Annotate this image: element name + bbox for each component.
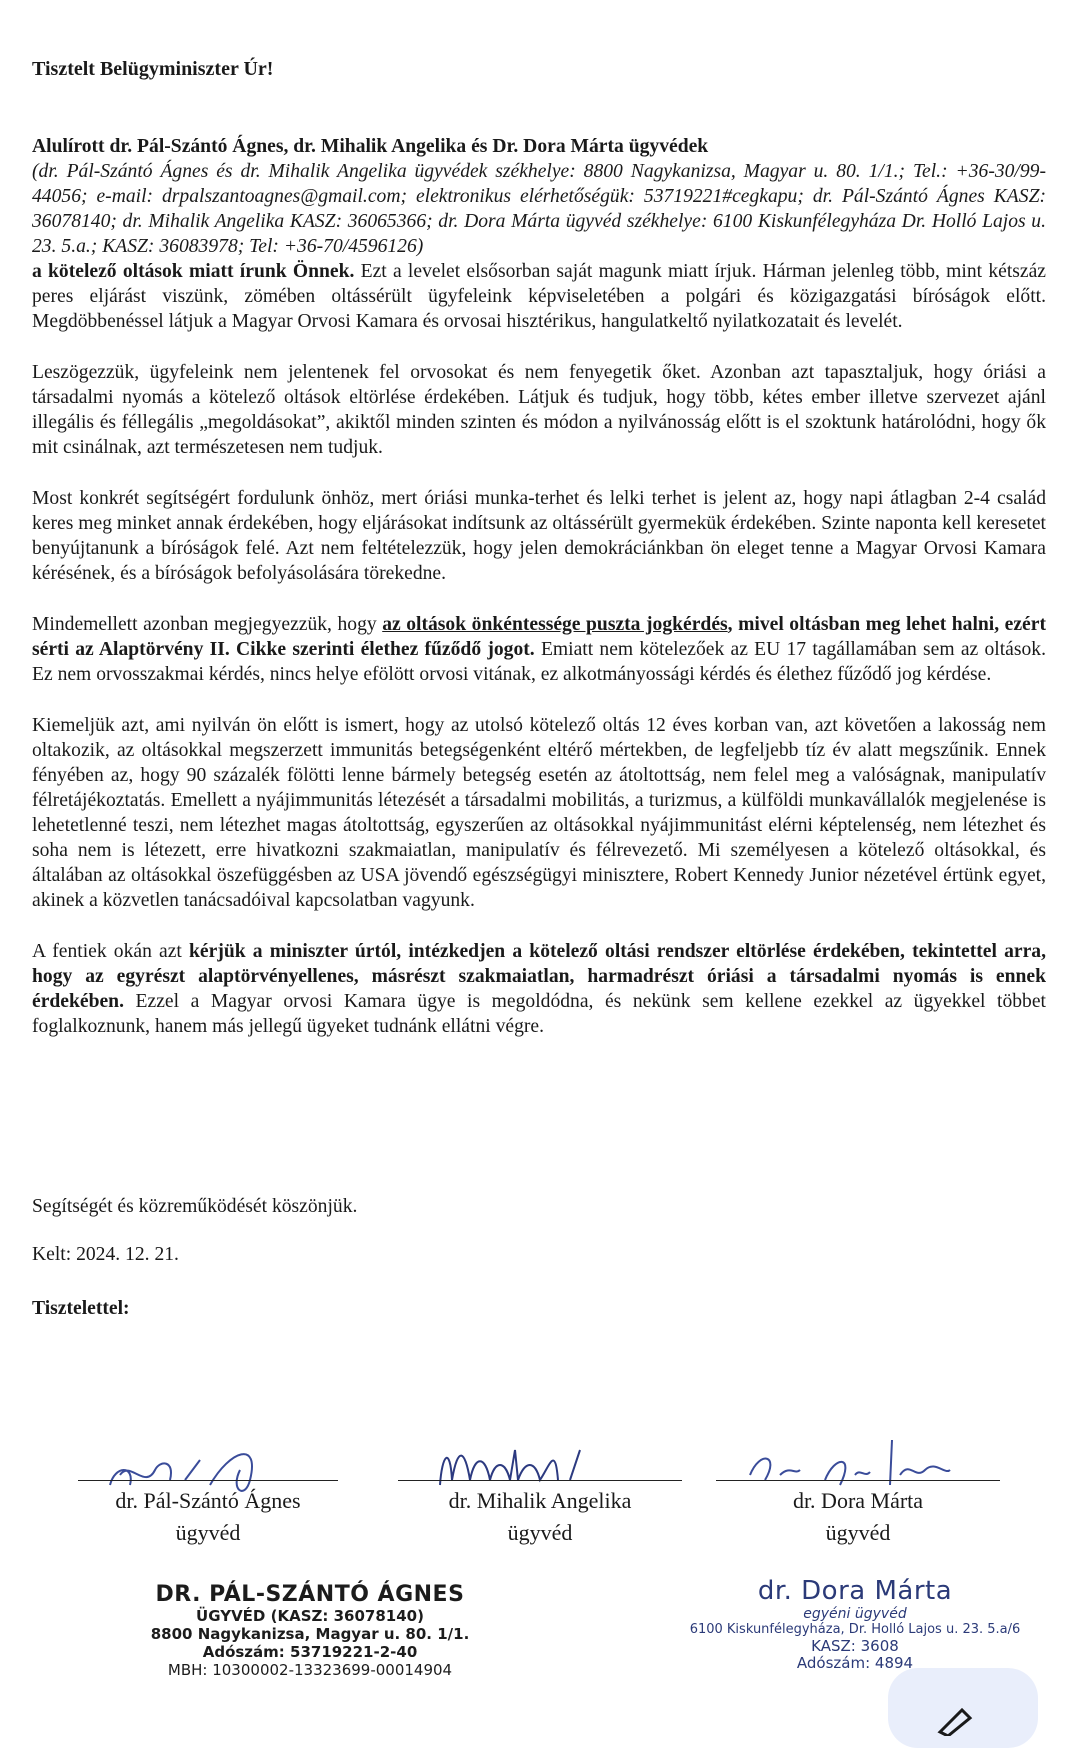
intro-line: Alulírott dr. Pál-Szántó Ágnes, dr. Mihalik Angelika és Dr. Dora Márta ügyvédek <box>32 136 709 157</box>
paragraph-4-underline: az oltások önkéntessége puszta jogkérdés <box>382 614 728 635</box>
stamp-pal-szanto <box>135 1582 485 1679</box>
stamp-1-line-4: MBH: 10300002-13323699-00014904 <box>167 1661 453 1679</box>
signer-3-name: dr. Dora Márta <box>792 1488 924 1513</box>
date-line: Kelt: 2024. 12. 21. <box>32 1244 179 1265</box>
paragraph-2: Leszögezzük, ügyfeleink nem jelentenek fel orvosokat és nem fenyegetik őket. Azonban azt tapasztaljuk, hogy óriási a társadalmi nyomás a kötelező oltások eltörlése érdekében. Látjuk és tudjuk, hogy több, kétes ember illetve szervezet ajánl illegális és féllegális „megoldásokat”, akiktől minden szinten és módon a nyilvánosság előtt is el szoktunk határolódni, hogy ők mit csinálnak, azt természetesen nem tudjuk. <box>32 362 1046 458</box>
paragraph-6-lead: A fentiek okán azt <box>32 941 190 962</box>
stamp-1-line-3: Adószám: 53719221-2-40 <box>202 1643 418 1661</box>
paragraph-4-text: Emiatt nem kötelezőek az EU 17 tagállamában sem az oltások. Ez nem orvosszakmai kérdés, nincs helye efölött orvosi vitának, ez alkotmányossági kérdés és élethez fűződő jog kérdése. <box>32 639 1046 685</box>
signer-2-name: dr. Mihalik Angelika <box>448 1488 632 1513</box>
signer-1-title: ügyvéd <box>175 1520 241 1545</box>
paragraph-6 <box>32 939 1046 1039</box>
paragraph-4-bold: , mivel oltásban meg lehet halni, ezért sérti az Alaptörvény II. Cikke szerinti élethez fűződő jogot. <box>32 614 1046 660</box>
signature-line-3 <box>716 1480 1000 1481</box>
stamp-1-line-2: 8800 Nagykanizsa, Magyar u. 80. 1/1. <box>150 1625 470 1643</box>
paragraph-6-bold: kérjük a miniszter úrtól, intézkedjen a kötelező oltási rendszer eltörlése érdekében, tekintettel arra, hogy az egyrészt alaptörvényellenes, másrészt szakmaiatlan, harmadrészt óriási a társadalmi nyomás is ennek érdekében. <box>32 941 1046 1012</box>
letter-body <box>32 134 1046 1065</box>
signature-line-2 <box>398 1480 682 1481</box>
paragraph-1-bold: a kötelező oltások miatt írunk Önnek. <box>32 261 355 282</box>
paragraph-5: Kiemeljük azt, ami nyilván ön előtt is ismert, hogy az utolsó kötelező oltás 12 éves korban van, azt követően a lakosság nem oltakozik, az oltásokkal megszerzett immunitás betegségenként eltérő mértekben, de legfeljebb tíz év alatt megszűnik. Ennek fényében az, hogy 90 százalék fölötti lenne bármely betegség esetén az átoltottság, nem felel meg a valóságnak, manipulatív félretájékoztatás. Emellett a nyájimmunitás létezését a társadalmi mobilitás, a turizmus, a külföldi munkavállalók megjelenése is lehetetlenné teszi, nem létezhet magas átoltottság, egyszerűen az oltásokkal nyájimmunitást elérni képtelenség, nem létezhet és soha nem is létezett, erre hivatkozni szakmaiatlan, manipulatív és félrevezető. Mi személyesen a kötelező oltásokkal, és általában az oltásokkal öszefüggésben az USA jövendő egészségügyi minisztere, Robert Kennedy Junior nézetével értünk egyet, akinek a közvetlen tanácsadóival kapcsolatban vagyunk. <box>32 715 1046 911</box>
closing-line: Tisztelettel: <box>32 1298 130 1319</box>
signer-1-name: dr. Pál-Szántó Ágnes <box>115 1488 301 1513</box>
stamp-2-line-1: 6100 Kiskunfélegyháza, Dr. Holló Lajos u. 23. 5.a/6 <box>689 1622 1021 1637</box>
stamp-2-name: dr. Dora Márta <box>757 1576 953 1606</box>
paragraph-3: Most konkrét segítségért fordulunk önhöz, mert óriási munka-terhet és lelki terhet is jelent az, hogy napi átlagban 2-4 család keres meg minket annak érdekében, hogy eljárásokat indítsunk az oltássérült gyermekük érdekében. Szinte naponta kell keresetet benyújtanunk a bíróságok felé. Azt nem feltételezzük, hogy jelen demokráciánkban ön eleget tenne a Magyar Orvosi Kamara kérésének, és a bíróságok befolyásolására törekedne. <box>32 488 1046 584</box>
edit-button[interactable] <box>888 1668 1038 1748</box>
contact-details: (dr. Pál-Szántó Ágnes és dr. Mihalik Angelika ügyvédek székhelye: 8800 Nagykanizsa, Magyar u. 80. 1/1.; Tel.: +36-30/99-44056; e-mail: drpalszantoagnes@gmail.com; elektronikus elérhetőségük: 53719221#cegkapu; dr. Pál-Szántó Ágnes KASZ: 36078140; dr. Mihalik Angelika KASZ: 36065366; dr. Dora Márta ügyvéd székhelye: 6100 Kiskunfélegyháza Dr. Holló Lajos u. 23. 5.a.; KASZ: 36083978; Tel: +36-70/4596126) <box>32 161 1046 257</box>
signer-3 <box>716 1480 1000 1549</box>
signer-2 <box>398 1480 682 1549</box>
signer-2-title: ügyvéd <box>507 1520 573 1545</box>
thanks-line: Segítségét és közreműködését köszönjük. <box>32 1196 358 1217</box>
stamp-2-line-2: KASZ: 3608 <box>811 1637 899 1655</box>
signer-1 <box>78 1480 338 1549</box>
paragraph-6-text: Ezzel a Magyar orvosi Kamara ügye is megoldódna, és nekünk sem kellene ezekkel az ügyekkel többet foglalkoznunk, hanem más jellegű ügyeket tudnánk ellátni végre. <box>32 991 1046 1037</box>
paragraph-4 <box>32 612 1046 687</box>
stamp-2-role: egyéni ügyvéd <box>803 1606 907 1622</box>
pencil-icon <box>936 1706 976 1736</box>
stamp-1-name: DR. PÁL-SZÁNTÓ ÁGNES <box>155 1582 465 1607</box>
salutation: Tisztelt Belügyminiszter Úr! <box>32 58 274 80</box>
paragraph-1 <box>32 259 1046 334</box>
signer-3-title: ügyvéd <box>825 1520 891 1545</box>
stamp-2-line-3: Adószám: 4894 <box>796 1654 914 1672</box>
stamp-dora <box>680 1576 1030 1672</box>
paragraph-1-text: Ezt a levelet elsősorban saját magunk miatt írjuk. Hárman jelenleg több, mint kétszáz peres eljárást viszünk, zömében oltássérült ügyfeleink képviseletében a polgári és közigazgatási bíróságok előtt. Megdöbbenéssel látjuk a Magyar Orvosi Kamara és orvosai hisztérikus, hangulatkeltő nyilatkozatait és levelét. <box>32 261 1046 332</box>
paragraph-4-lead: Mindemellett azonban megjegyezzük, hogy <box>32 614 383 635</box>
stamp-1-line-1: ÜGYVÉD (KASZ: 36078140) <box>196 1607 424 1625</box>
signature-line-1 <box>78 1480 338 1481</box>
